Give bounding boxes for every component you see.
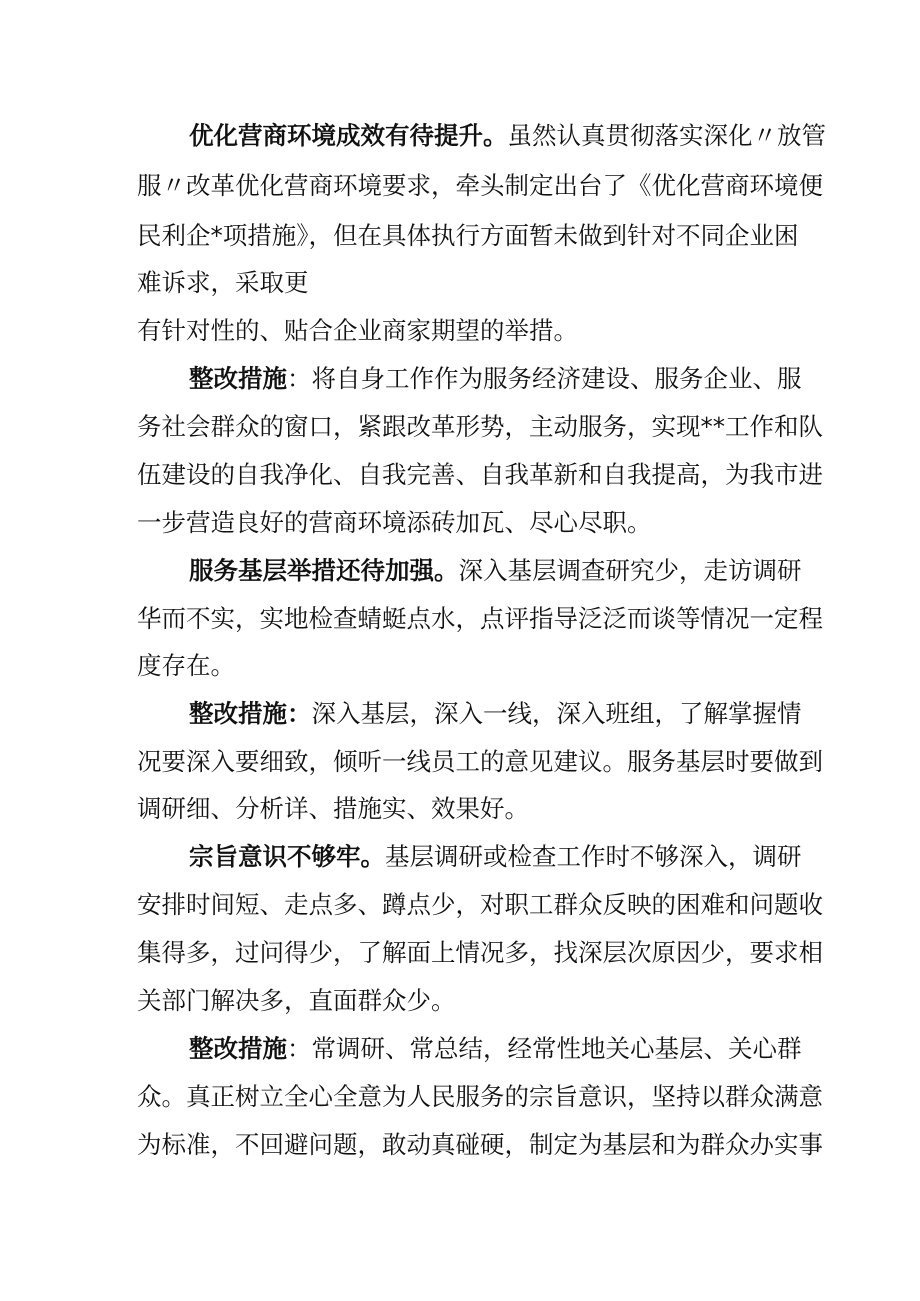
paragraph-1-line-2: 服〃改革优化营商环境要求，牵头制定出台了《优化营商环境便 [137, 171, 823, 200]
paragraph-5-title: 宗旨意识不够牢。 [189, 842, 385, 871]
paragraph-3-title: 服务基层举措还待加强。 [189, 556, 459, 585]
paragraph-4-title: 整改措施： [189, 699, 312, 728]
paragraph-4-line-2: 况要深入要细致，倾听一线员工的意见建议。服务基层时要做到 [137, 747, 823, 776]
paragraph-2-line-4: 一步营造良好的营商环境添砖加瓦、尽心尽职。 [137, 508, 652, 537]
paragraph-2-line-3: 伍建设的自我净化、自我完善、自我革新和自我提高，为我市进 [137, 460, 823, 489]
paragraph-1-line-3: 民利企*项措施》，但在具体执行方面暂未做到针对不同企业困 [137, 221, 799, 250]
paragraph-3-line-3: 度存在。 [137, 651, 235, 680]
paragraph-6-text: ：常调研、常总结，经常性地关心基层、关心群 [287, 1034, 802, 1063]
paragraph-2-line-1 [189, 356, 802, 402]
paragraph-1-line-5: 有针对性的、贴合企业商家期望的举措。 [137, 316, 578, 345]
paragraph-1-line-4: 难诉求，采取更 [137, 268, 309, 297]
paragraph-6-line-1 [189, 1026, 802, 1072]
paragraph-3-line-1 [189, 548, 802, 594]
paragraph-2-text: ：将自身工作作为服务经济建设、服务企业、服 [287, 364, 802, 393]
paragraph-4-line-3: 调研细、分析详、措施实、效果好。 [137, 794, 529, 823]
paragraph-1-line-1 [189, 113, 826, 159]
paragraph-5-line-2: 安排时间短、走点多、蹲点少，对职工群众反映的困难和问题收 [137, 890, 823, 919]
paragraph-5-text: 基层调研或检查工作时不够深入，调研 [385, 842, 802, 871]
paragraph-3-text: 深入基层调查研究少，走访调研 [458, 556, 802, 585]
paragraph-5-line-4: 关部门解决多，直面群众少。 [137, 986, 456, 1015]
paragraph-3-line-2: 华而不实，实地检查蜻蜓点水，点评指导泛泛而谈等情况一定程 [137, 604, 823, 633]
paragraph-2-title: 整改措施 [189, 364, 287, 393]
paragraph-5-line-3: 集得多，过问得少，了解面上情况多，找深层次原因少，要求相 [137, 938, 823, 967]
paragraph-6-line-3: 为标准，不回避问题，敢动真碰硬，制定为基层和为群众办实事 [137, 1130, 823, 1159]
paragraph-5-line-1 [189, 834, 802, 880]
paragraph-4-text: 深入基层，深入一线，深入班组，了解掌握情 [311, 699, 802, 728]
paragraph-4-line-1 [189, 691, 802, 737]
paragraph-1-title: 优化营商环境成效有待提升。 [189, 121, 508, 150]
paragraph-2-line-2: 务社会群众的窗口，紧跟改革形势，主动服务，实现**工作和队 [137, 412, 823, 441]
paragraph-6-title: 整改措施 [189, 1034, 287, 1063]
paragraph-6-line-2: 众。真正树立全心全意为人民服务的宗旨意识，坚持以群众满意 [137, 1082, 823, 1111]
paragraph-1-text: 虽然认真贯彻落实深化〃放管 [507, 121, 826, 150]
